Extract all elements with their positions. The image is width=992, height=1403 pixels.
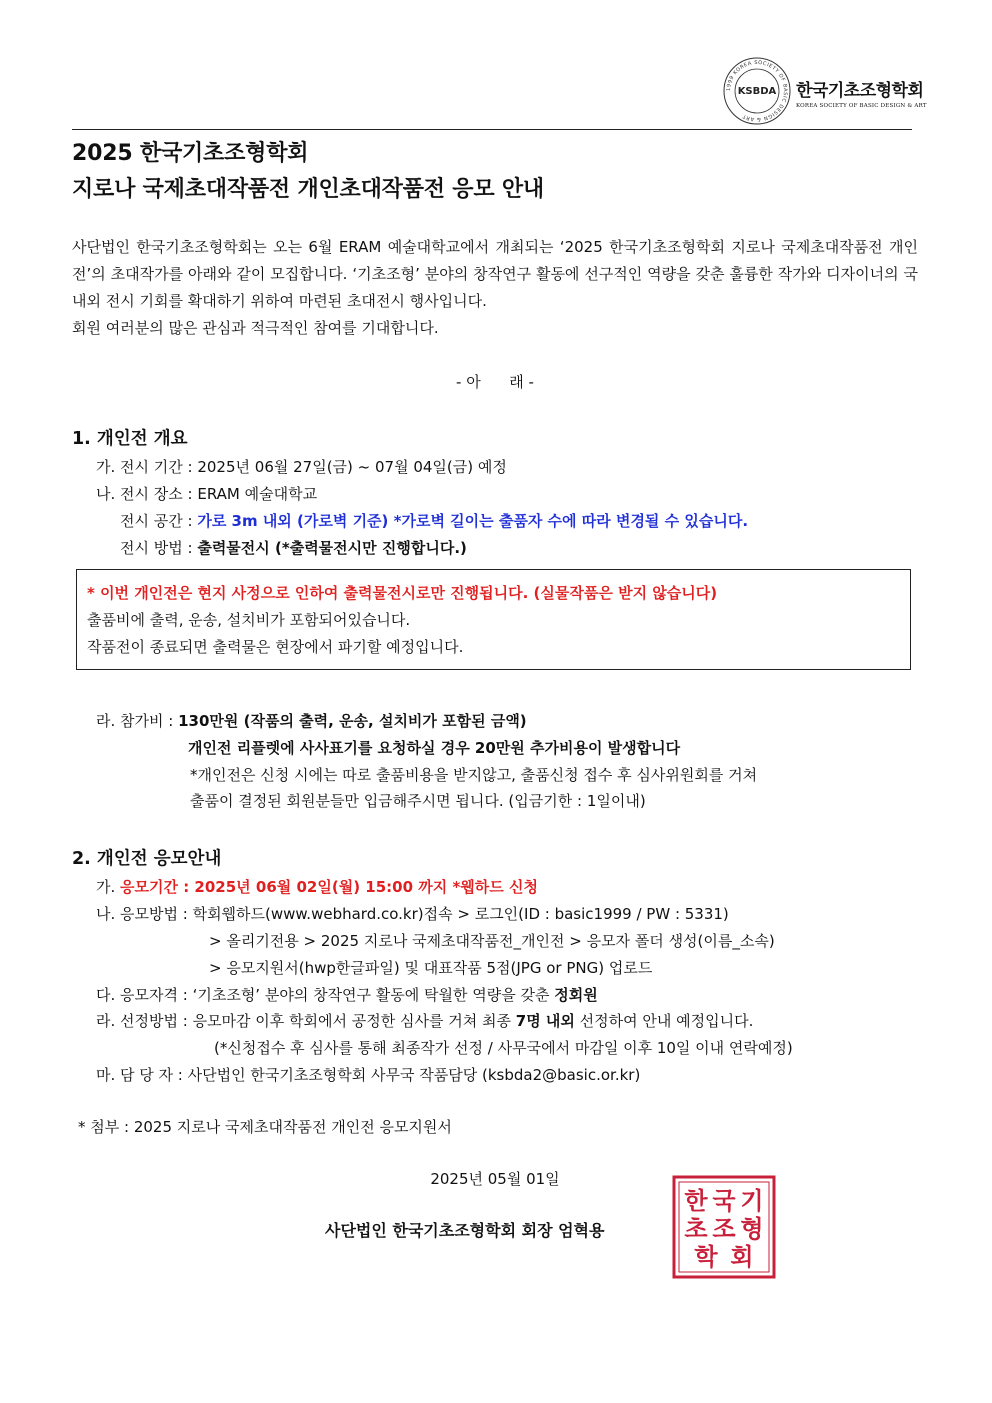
application-method-1: 나. 응모방법 : 학회웹하드(www.webhard.co.kr)접속 > 로그인(ID : basic1999 / PW : 5331) <box>96 905 729 923</box>
document-date: 2025년 05월 01일 <box>430 1170 560 1188</box>
seal-char-2: 국 <box>712 1186 736 1215</box>
seal-char-6: 형 <box>740 1214 764 1243</box>
seal-char-8: 회 <box>730 1242 754 1271</box>
exhibition-period: 가. 전시 기간 : 2025년 06월 27일(금) ~ 07월 04일(금) 예정 <box>96 458 507 476</box>
notice-line-2: 출품비에 출력, 운송, 설치비가 포함되어있습니다. <box>87 611 411 629</box>
exhibition-venue: 나. 전시 장소 : ERAM 예술대학교 <box>96 485 318 503</box>
logo-name: 한국기초조형학회 <box>796 81 924 101</box>
fee-label: 라. 참가비 : <box>96 712 179 730</box>
eligibility-text: 다. 응모자격 : ‘기초조형’ 분야의 창작연구 활동에 탁월한 역량을 갖춘 <box>96 986 555 1004</box>
seal-char-5: 조 <box>712 1214 736 1243</box>
seal-char-4: 초 <box>684 1214 708 1243</box>
society-seal-stamp <box>672 1175 776 1279</box>
eligibility <box>96 984 598 1005</box>
society-logo <box>722 56 927 126</box>
notice-box <box>76 569 911 670</box>
selection-method <box>96 1010 753 1031</box>
fee-value: 130만원 (작품의 출력, 운송, 설치비가 포함된 금액) <box>178 712 527 730</box>
section-marker: - 아 래 - <box>456 373 534 391</box>
fee-payment-note-1: *개인전은 신청 시에는 따로 출품비용을 받지않고, 출품신청 접수 후 심사위원회를 거쳐 <box>190 766 758 784</box>
selection-text-2: 선정하여 안내 예정입니다. <box>574 1012 754 1030</box>
seal-char-1: 한 <box>684 1186 708 1215</box>
logo-ring-text: 1999 KOREA SOCIETY OF BASIC DESIGN & ART <box>725 59 789 123</box>
attachment-note: * 첨부 : 2025 지로나 국제초대작품전 개인전 응모지원서 <box>78 1118 452 1136</box>
notice-line-3: 작품전이 종료되면 출력물은 현장에서 파기할 예정입니다. <box>87 638 464 656</box>
signature-line: 사단법인 한국기초조형학회 회장 엄혁용 <box>325 1221 605 1240</box>
section-1-heading: 1. 개인전 개요 <box>72 429 188 449</box>
method-value: 출력물전시 (*출력물전시만 진행합니다.) <box>197 539 467 557</box>
notice-line-1: * 이번 개인전은 현지 사정으로 인하여 출력물전시로만 진행됩니다. (실물작품은 받지 않습니다) <box>87 584 718 602</box>
selection-text-1: 라. 선정방법 : 응모마감 이후 학회에서 공정한 심사를 거쳐 최종 <box>96 1012 516 1030</box>
contact-person: 마. 담 당 자 : 사단법인 한국기초조형학회 사무국 작품담당 (ksbda2@basic.or.kr) <box>96 1066 641 1084</box>
space-label: 전시 공간 : <box>120 512 198 530</box>
section-2-heading: 2. 개인전 응모안내 <box>72 849 222 869</box>
participation-fee <box>96 710 527 731</box>
intro-closing: 회원 여러분의 많은 관심과 적극적인 참여를 기대합니다. <box>72 319 439 337</box>
seal-char-3: 기 <box>740 1186 764 1215</box>
header-divider <box>72 129 912 130</box>
period-prefix: 가. <box>96 878 121 896</box>
method-label: 전시 방법 : <box>120 539 198 557</box>
period-value: 응모기간 : 2025년 06월 02일(월) 15:00 까지 *웹하드 신청 <box>120 878 538 896</box>
intro-text: 사단법인 한국기초조형학회는 오는 6월 ERAM 예술대학교에서 개최되는 ‘2025 한국기초조형학회 지로나 국제초대작품전 개인전’의 초대작가를 아래와 같이 모집합니다. ‘기초조형’ 분야의 창작연구 활동에 선구적인 역량을 갖춘 훌륭한 작가와 디자이너의 국내외 전시 기회를 확대하기 위하여 마련된 초대전시 행사입니다. <box>72 238 918 310</box>
ksbda-emblem-icon <box>722 56 792 126</box>
fee-payment-note-2: 출품이 결정된 회원분들만 입금해주시면 됩니다. (입금기한 : 1일이내) <box>190 792 646 810</box>
title-line-1: 2025 한국기초조형학회 <box>72 141 309 166</box>
logo-subtitle: KOREA SOCIETY OF BASIC DESIGN & ART <box>796 103 927 109</box>
space-value: 가로 3m 내외 (가로벽 기준) *가로벽 길이는 출품자 수에 따라 변경될 수 있습니다. <box>197 512 749 530</box>
seal-char-7: 학 <box>694 1242 718 1271</box>
fee-extra-note: 개인전 리플렛에 사사표기를 요청하실 경우 20만원 추가비용이 발생합니다 <box>188 739 681 757</box>
title-line-2: 지로나 국제초대작품전 개인초대작품전 응모 안내 <box>72 177 544 202</box>
selection-bold: 7명 내외 <box>515 1012 575 1030</box>
eligibility-bold: 정회원 <box>554 986 598 1004</box>
application-method-3: > 응모지원서(hwp한글파일) 및 대표작품 5점(JPG or PNG) 업로드 <box>209 959 653 977</box>
selection-note: (*신청접수 후 심사를 통해 최종작가 선정 / 사무국에서 마감일 이후 10일 이내 연락예정) <box>214 1039 793 1057</box>
exhibition-space <box>120 510 748 531</box>
application-period <box>96 876 538 897</box>
logo-abbr: KSBDA <box>737 86 777 97</box>
intro-paragraph <box>72 234 918 342</box>
exhibition-method <box>120 537 467 558</box>
application-method-2: > 올리기전용 > 2025 지로나 국제초대작품전_개인전 > 응모자 폴더 생성(이름_소속) <box>209 932 775 950</box>
